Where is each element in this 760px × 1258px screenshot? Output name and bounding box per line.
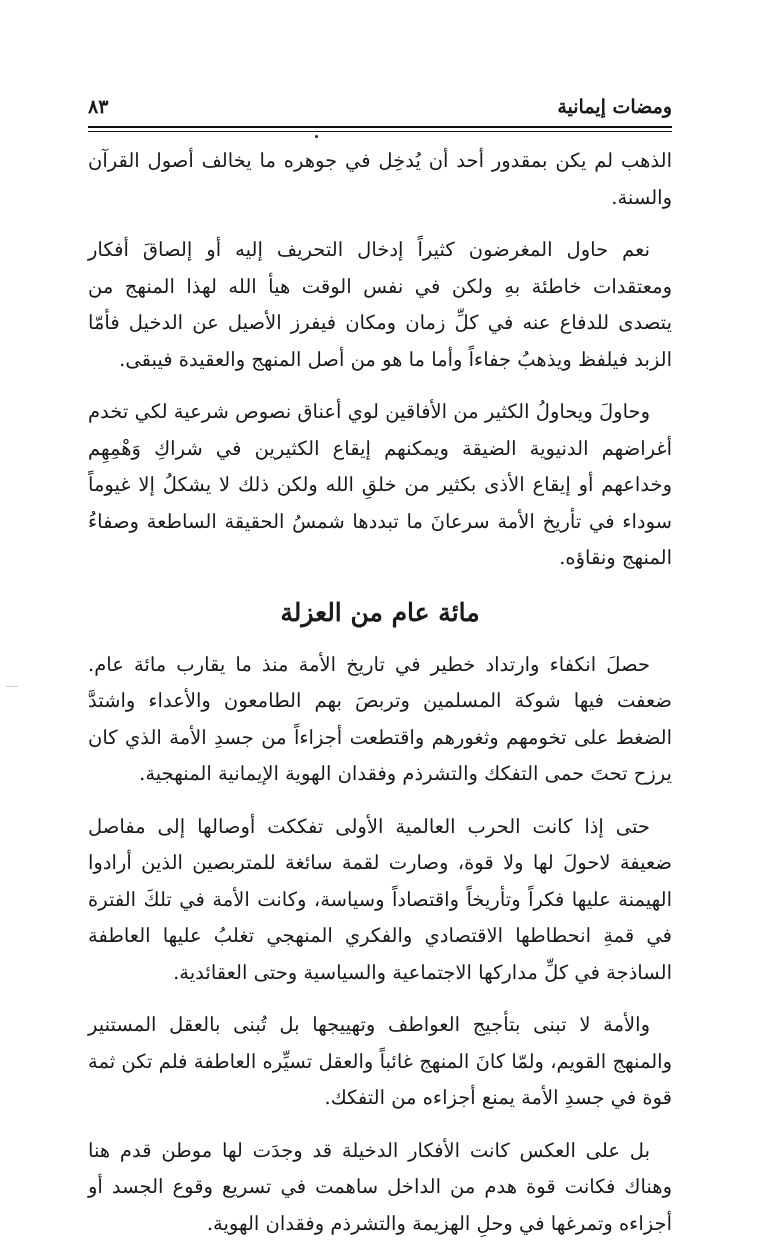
page-number: ٨٣ bbox=[88, 96, 109, 118]
paragraph: حتى إذا كانت الحرب العالمية الأولى تفككت أوصالها إلى مفاصل ضعيفة لاحولَ لها ولا قوة، وصارت لقمة سائغة للمتربصين الذين أرادوا الهيمنة عليها فكراً وتأريخاً واقتصاداً وسياسة، وكانت الأمة في تلكَ الفترة في قمةِ انحطاطها الاقتصادي والفكري المنهجي تغلبُ عليها العاطفة الساذجة في كلِّ مداركها الاجتماعية والسياسية وحتى العقائدية. bbox=[88, 814, 672, 984]
header-rule-thick bbox=[88, 126, 672, 128]
paragraph: والأمة لا تبنى بتأجيج العواطف وتهييجها بل تُبنى بالعقل المستنير والمنهج القويم، ولمّا كانَ المنهج غائباً والعقل تسيِّره العاطفة فلم تكن ثمة قوة في جسدِ الأمة يمنع أجزاءه من التفكك. bbox=[88, 1013, 672, 1109]
paragraph: وحاولَ ويحاولُ الكثير من الأفاقين لوي أعناق نصوص شرعية لكي تخدم أغراضهم الدنيوية الضيقة ويمكنهم إيقاع الكثيرين في شراكِ وَهْمِهِم وخداعهم أو إيقاع الأذى بكثير من خلقِ الله ولكن ذلك لا يشكلُ إلا غيوماً سوداء في تأريخ الأمة سرعانَ ما تبددها شمسُ الحقيقة الساطعة وصفاءُ المنهج ونقاؤه. bbox=[88, 400, 672, 569]
ornament-dot bbox=[315, 135, 318, 138]
paragraph: حصلَ انكفاء وارتداد خطير في تاريخ الأمة منذ ما يقارب مائة عام. ضعفت فيها شوكة المسلمين وتربصَ بهم الطامعون والأعداء واشتدَّ الضغط على تخومهم وثغورهم واقتطعت أجزاءاً من جسدِ الأمة الذي كان يرزح تحتَ حمى التفكك والتشرذم وفقدان الهوية الإيمانية المنهجية. bbox=[88, 652, 672, 785]
header-rule-thin bbox=[88, 131, 672, 132]
body-text bbox=[88, 143, 672, 1258]
paragraph: بل على العكس كانت الأفكار الدخيلة قد وجدَت لها موطن قدم هنا وهناك فكانت قوة هدم من الداخل ساهمت في تسريع وقوع الجسد أو أجزاءه وتمرغها في وحلِ الهزيمة والتشرذم وفقدان الهوية. bbox=[88, 1138, 672, 1235]
paragraph: الذهب لم يكن بمقدور أحد أن يُدخِل في جوهره ما يخالف أصول القرآن والسنة. bbox=[88, 149, 672, 209]
running-title: ومضات إيمانية bbox=[557, 96, 672, 118]
margin-mark bbox=[6, 686, 18, 687]
page-header bbox=[88, 92, 672, 126]
section-heading: مائة عام من العزلة bbox=[280, 597, 480, 627]
paragraph: نعم حاول المغرضون كثيراً إدخال التحريف إليه أو إلصاقَ أفكار ومعتقدات خاطئة بهِ ولكن في نفس الوقت هيأ الله لهذا المنهج من يتصدى للدفاع عنه في كلِّ زمان ومكان فيفرز الأصيل عن الدخيل فأمّا الزبد فيلفظ ويذهبُ جفاءاً وأما ما هو من أصل المنهج والعقيدة فيبقى. bbox=[88, 238, 672, 371]
